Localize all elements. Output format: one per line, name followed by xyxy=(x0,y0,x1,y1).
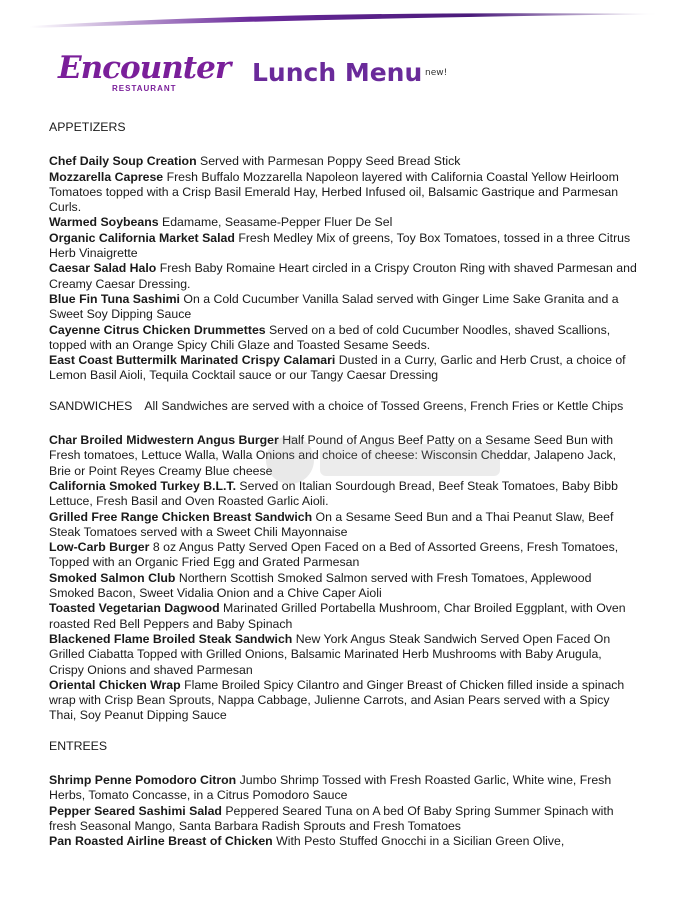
sandwiches-note: All Sandwiches are served with a choice of Tossed Greens, French Fries or Kettle Chips xyxy=(144,398,624,413)
page-title: Lunch Menu xyxy=(252,58,423,87)
new-badge: new! xyxy=(425,68,448,78)
menu-item-name: Low-Carb Burger xyxy=(49,540,150,555)
menu-item-name: Caesar Salad Halo xyxy=(49,261,157,276)
menu-item-description: Served on a bed of cold Cucumber Noodles, shaved Scallions, topped with an Orange Spicy Chili Glaze and Toasted Sesame Seeds. xyxy=(49,322,611,352)
menu-item xyxy=(49,323,639,354)
menu-item xyxy=(49,632,639,678)
section-heading-sandwiches: SANDWICHES xyxy=(49,398,133,413)
menu-item xyxy=(49,353,639,384)
menu-item xyxy=(49,678,639,724)
menu-item-description: Fresh Baby Romaine Heart circled in a Crispy Crouton Ring with shaved Parmesan and Creamy Caesar Dressing. xyxy=(49,261,637,291)
menu-item xyxy=(49,479,639,510)
menu-item-description: On a Sesame Seed Bun and a Thai Peanut Slaw, Beef Steak Tomatoes served with a Sweet Chili Mayonnaise xyxy=(49,509,614,539)
section-heading-appetizers: APPETIZERS xyxy=(49,120,126,134)
menu-item xyxy=(49,154,639,169)
menu-item-description: Fresh Buffalo Mozzarella Napoleon layered with California Coastal Yellow Heirloom Tomatoes topped with a Crisp Basil Emerald Hay, Herbed Infused oil, Balsamic Gastrique and Parmesan Curls. xyxy=(49,169,619,215)
menu-item xyxy=(49,510,639,541)
appetizers-list xyxy=(49,154,639,383)
menu-item xyxy=(49,601,639,632)
entrees-list xyxy=(49,773,639,849)
menu-item-name: Mozzarella Caprese xyxy=(49,169,164,184)
restaurant-logo xyxy=(58,50,231,98)
menu-item xyxy=(49,804,639,835)
menu-item-name: Organic California Market Salad xyxy=(49,230,235,245)
menu-item-description: Flame Broiled Spicy Cilantro and Ginger Breast of Chicken filled inside a spinach wrap with Crisp Bean Sprouts, Nappa Cabbage, Julienne Carrots, and Asian Pears served with a Spicy Thai, Soy Peanut Dipping Sauce xyxy=(49,677,625,723)
menu-item-name: Toasted Vegetarian Dagwood xyxy=(49,601,220,616)
section-heading-entrees: ENTREES xyxy=(49,738,108,753)
menu-item xyxy=(49,834,639,849)
menu-item-name: Pepper Seared Sashimi Salad xyxy=(49,803,222,818)
menu-item-description: With Pesto Stuffed Gnocchi in a Sicilian Green Olive, xyxy=(276,834,565,849)
section-heading-sandwiches-row xyxy=(49,399,639,414)
menu-item-name: Cayenne Citrus Chicken Drummettes xyxy=(49,322,266,337)
menu-item-description: New York Angus Steak Sandwich Served Open Faced On Grilled Ciabatta Topped with Grilled Onions, Balsamic Marinated Herb Mushrooms with Baby Arugula, Crispy Onions and shaved Parmesan xyxy=(49,631,611,677)
menu-item xyxy=(49,231,639,262)
menu-item-name: Shrimp Penne Pomodoro Citron xyxy=(49,772,237,787)
menu-item-name: Grilled Free Range Chicken Breast Sandwich xyxy=(49,509,313,524)
menu-item-name: Warmed Soybeans xyxy=(49,215,159,230)
menu-item-description: Marinated Grilled Portabella Mushroom, Char Broiled Eggplant, with Oven roasted Red Bell Peppers and Baby Spinach xyxy=(49,601,626,631)
menu-item-description: Peppered Seared Tuna on A bed Of Baby Spring Summer Spinach with fresh Seasonal Mango, Santa Barbara Radish Sprouts and Fresh Tomatoes xyxy=(49,803,614,833)
menu-item xyxy=(49,292,639,323)
sandwiches-list xyxy=(49,433,639,724)
menu-item-name: Char Broiled Midwestern Angus Burger xyxy=(49,433,279,448)
menu-item-name: Smoked Salmon Club xyxy=(49,570,176,585)
logo-text: Encounter xyxy=(58,50,231,86)
menu-item-name: Blue Fin Tuna Sashimi xyxy=(49,291,180,306)
menu-item xyxy=(49,215,639,230)
menu-item-description: Jumbo Shrimp Tossed with Fresh Roasted Garlic, White wine, Fresh Herbs, Tomato Concasse, in a Citrus Pomodoro Sauce xyxy=(49,772,612,803)
menu-item xyxy=(49,261,639,292)
menu-item-description: Served with Parmesan Poppy Seed Bread Stick xyxy=(200,154,461,169)
menu-item xyxy=(49,571,639,602)
menu-item-description: 8 oz Angus Patty Served Open Faced on a Bed of Assorted Greens, Fresh Tomatoes, Topped with an Organic Fried Egg and Grated Parmesan xyxy=(49,540,619,570)
menu-item-description: Fresh Medley Mix of greens, Toy Box Tomatoes, tossed in a three Citrus Herb Vinaigrette xyxy=(49,230,631,261)
menu-item xyxy=(49,773,639,804)
menu-item-name: Blackened Flame Broiled Steak Sandwich xyxy=(49,631,293,646)
header-swoosh xyxy=(0,0,700,40)
menu-item-description: Edamame, Seasame-Pepper Fluer De Sel xyxy=(162,215,393,230)
menu-item-description: Dusted in a Curry, Garlic and Herb Crust, a choice of Lemon Basil Aioli, Tequila Cocktail sauce or our Tangy Caesar Dressing xyxy=(49,353,626,383)
menu-item-description: On a Cold Cucumber Vanilla Salad served with Ginger Lime Sake Granita and a Sweet Soy Dipping Sauce xyxy=(49,291,619,322)
menu-item-name: Oriental Chicken Wrap xyxy=(49,677,181,692)
menu-item xyxy=(49,433,639,479)
menu-item-name: Pan Roasted Airline Breast of Chicken xyxy=(49,834,273,849)
menu-item xyxy=(49,170,639,216)
menu-item-description: Northern Scottish Smoked Salmon served with Fresh Tomatoes, Applewood Smoked Bacon, Sweet Vidalia Onion and a Chive Caper Aioli xyxy=(49,570,592,601)
menu-content xyxy=(49,119,639,849)
menu-item-description: Half Pound of Angus Beef Patty on a Sesame Seed Bun with Fresh tomatoes, Lettuce Walla, Walla Onions and choice of cheese: Wisconsin Cheddar, Jalapeno Jack, Brie or Point Reyes Creamy Blue cheese xyxy=(49,433,617,478)
menu-item xyxy=(49,540,639,571)
menu-item-name: Chef Daily Soup Creation xyxy=(49,154,197,169)
menu-item-description: Served on Italian Sourdough Bread, Beef Steak Tomatoes, Baby Bibb Lettuce, Fresh Basil and Oven Roasted Garlic Aioli. xyxy=(49,478,618,509)
menu-item-name: California Smoked Turkey B.L.T. xyxy=(49,478,236,493)
menu-item-name: East Coast Buttermilk Marinated Crispy Calamari xyxy=(49,353,336,368)
logo-subtext: RESTAURANT xyxy=(112,84,177,93)
